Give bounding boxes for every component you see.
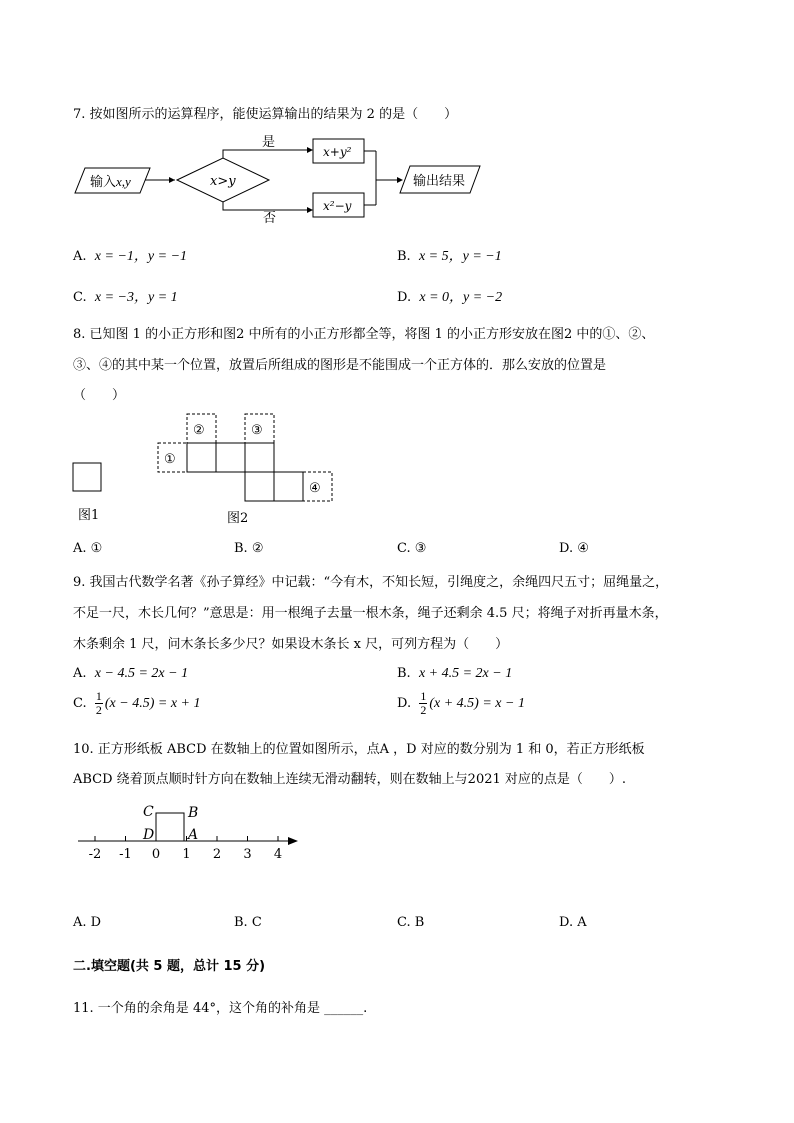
vertex-d: D xyxy=(143,827,155,843)
q10-option-b[interactable]: B. C xyxy=(234,915,262,930)
q10-option-a[interactable]: A. D xyxy=(73,915,102,930)
no-expr: x²−y xyxy=(323,199,352,213)
vertex-c: C xyxy=(143,804,154,820)
q9-option-b[interactable]: B. x + 4.5 = 2x − 1 xyxy=(397,666,513,681)
tick-label: 2 xyxy=(212,847,222,862)
yes-label: 是 xyxy=(262,135,276,150)
section-title: 二.填空题(共 5 题，总计 15 分) xyxy=(73,959,266,974)
q9-option-c[interactable]: C. $\frac{1}{2}$ (x − 4.5) = x + 1 xyxy=(73,689,201,717)
q10-option-c[interactable]: C. B xyxy=(397,915,425,930)
q9-option-a[interactable]: A. x − 4.5 = 2x − 1 xyxy=(73,666,189,681)
tick-label: -1 xyxy=(119,847,132,862)
q9-option-d[interactable]: D. $\frac{1}{2}$ (x + 4.5) = x − 1 xyxy=(397,689,525,717)
q11-stem: 11. 一个角的余角是 44°，这个角的补角是 ______. xyxy=(73,1001,368,1016)
svg-text:④: ④ xyxy=(309,481,321,496)
tick-label: 0 xyxy=(151,847,161,862)
q8-line2: ③、④的其中某一个位置，放置后所组成的图形是不能围成一个正方体的．那么安放的位置是 xyxy=(73,358,607,373)
q8-option-c[interactable]: C. ③ xyxy=(397,541,427,556)
q7-option-d[interactable]: D. x = 0，y = −2 xyxy=(397,290,503,305)
tick-label: -2 xyxy=(88,847,102,862)
no-label: 否 xyxy=(263,211,277,226)
svg-text:②: ② xyxy=(193,423,205,438)
q9-line3: 木条剩余 1 尺，问木条长多少尺？如果设木条长 x 尺，可列方程为（ ） xyxy=(73,637,509,652)
tick-label: 3 xyxy=(243,847,252,862)
q9-line2: 不足一尺，木长几何？”意思是：用一根绳子去量一根木条，绳子还剩余 4.5 尺；将绳子对折再量木条， xyxy=(73,606,668,621)
q8-option-d[interactable]: D. ④ xyxy=(559,541,589,556)
tick-label: 4 xyxy=(273,847,283,862)
q7-option-b[interactable]: B. x = 5，y = −1 xyxy=(397,249,502,264)
fig1-square xyxy=(73,463,101,491)
q10-line2: ABCD 绕着顶点顺时针方向在数轴上连续无滑动翻转，则在数轴上与2021 对应的点是（ ）. xyxy=(73,772,627,787)
q8-figures xyxy=(65,410,345,530)
q8-option-b[interactable]: B. ② xyxy=(234,541,264,556)
condition-label: x>y xyxy=(210,174,236,189)
q10-line1: 10. 正方形纸板 ABCD 在数轴上的位置如图所示，点A ，D 对应的数分别为 1 和 0，若正方形纸板 xyxy=(73,742,645,757)
q10-option-d[interactable]: D. A xyxy=(559,915,587,930)
q8-line1: 8. 已知图 1 的小正方形和图2 中所有的小正方形都全等，将图 1 的小正方形安放在图2 中的①、②、 xyxy=(73,327,655,342)
q7-stem: 7. 按如图所示的运算程序，能使运算输出的结果为 2 的是（ ） xyxy=(73,107,458,122)
q7-flowchart xyxy=(70,133,510,228)
yes-expr: x+y² xyxy=(323,145,352,159)
vertex-a: A xyxy=(188,827,199,843)
input-label: 输入x,y xyxy=(90,174,131,190)
tick-label: 1 xyxy=(182,847,191,862)
q7-option-a[interactable]: A. x = −1，y = −1 xyxy=(73,249,188,264)
output-label: 输出结果 xyxy=(413,174,466,189)
q7-option-c[interactable]: C. x = −3，y = 1 xyxy=(73,290,178,305)
svg-text:①: ① xyxy=(164,452,176,467)
fig2-caption: 图2 xyxy=(227,511,249,526)
q9-line1: 9. 我国古代数学名著《孙子算经》中记载：“今有木，不知长短，引绳度之，余绳四尺五寸；屈绳量之， xyxy=(73,575,669,590)
q8-line3: （ ） xyxy=(73,388,126,403)
q10-number-line xyxy=(70,800,310,870)
vertex-b: B xyxy=(188,805,199,821)
q8-option-a[interactable]: A. ① xyxy=(73,541,103,556)
svg-text:③: ③ xyxy=(251,423,263,438)
square-abcd xyxy=(156,813,184,841)
fig1-caption: 图1 xyxy=(78,508,100,523)
